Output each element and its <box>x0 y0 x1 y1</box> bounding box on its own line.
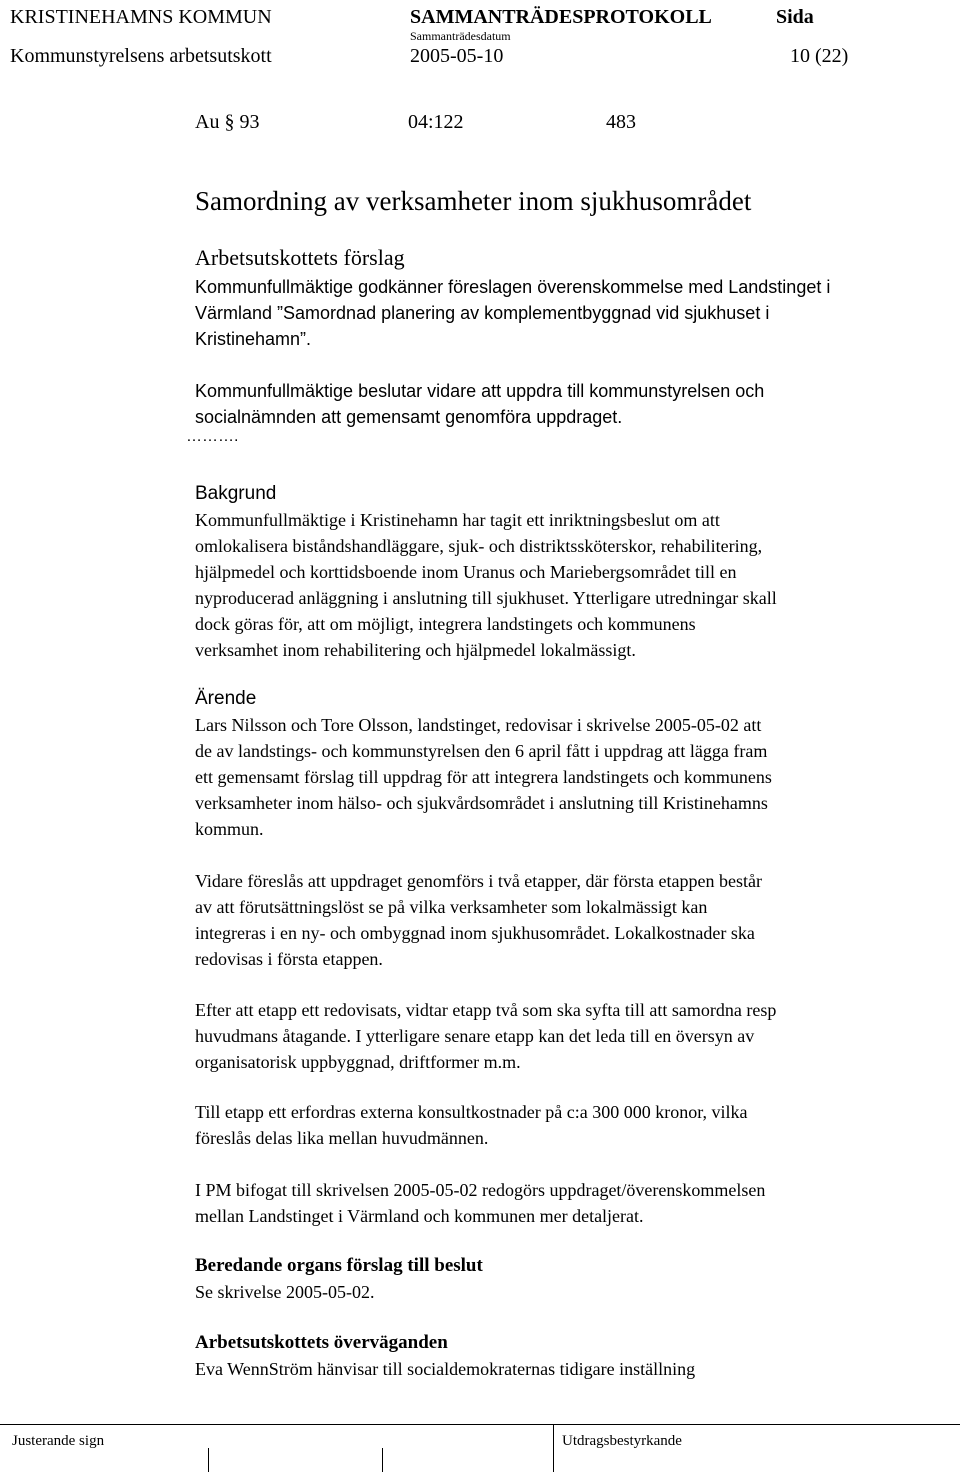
committee-name: Kommunstyrelsens arbetsutskott <box>10 45 272 67</box>
municipality-name: KRISTINEHAMNS KOMMUN <box>10 6 272 28</box>
protocol-title: SAMMANTRÄDESPROTOKOLL <box>410 6 712 28</box>
text-line: Kommunfullmäktige beslutar vidare att uppdra till kommunstyrelsen och <box>195 381 765 401</box>
justification-sign-label: Justerande sign <box>12 1433 105 1449</box>
signature-box-divider <box>208 1448 209 1472</box>
footer-divider <box>0 1424 960 1425</box>
text-line: verksamhet inom rehabilitering och hjälpmedel lokalmässigt. <box>195 640 636 660</box>
text-line: ett gemensamt förslag till uppdrag för att integrera landstingets och kommunens <box>195 767 772 787</box>
text-line: de av landstings- och kommunstyrelsen den 6 april fått i uppdrag att lägga fram <box>195 741 768 761</box>
text-line: I PM bifogat till skrivelsen 2005-05-02 redogörs uppdraget/överenskommelsen <box>195 1180 766 1200</box>
text-line: omlokalisera biståndshandläggare, sjuk- och distriktssköterskor, rehabilitering, <box>195 536 763 556</box>
text-line: verksamheter inom hälso- och sjukvårdsområdet i anslutning till Kristinehamns <box>195 793 768 813</box>
matter-paragraph-1 <box>195 712 925 842</box>
matter-heading: Ärende <box>195 688 257 709</box>
matter-paragraph-3 <box>195 997 925 1075</box>
text-line: nyproducerad anläggning i anslutning till sjukhuset. Ytterligare utredningar skall <box>195 588 777 608</box>
ellipsis-separator: ………. <box>186 428 239 445</box>
text-line: kommun. <box>195 819 264 839</box>
text-line: organisatorisk uppbyggnad, driftformer m.m. <box>195 1052 521 1072</box>
background-paragraph <box>195 507 925 663</box>
text-line: mellan Landstinget i Värmland och kommunen mer detaljerat. <box>195 1206 644 1226</box>
text-line: socialnämnden att gemensamt genomföra uppdraget. <box>195 407 623 427</box>
text-line: av att förutsättningslöst se på vilka verksamheter som lokalmässigt kan <box>195 897 708 917</box>
proposal-heading: Arbetsutskottets förslag <box>195 245 405 270</box>
text-line: integreras i en ny- och ombyggnad inom sjukhusområdet. Lokalkostnader ska <box>195 923 755 943</box>
matter-paragraph-2 <box>195 868 925 972</box>
text-line: Kommunfullmäktige godkänner föreslagen överenskommelse med Landstinget i <box>195 277 831 297</box>
preparing-text: Se skrivelse 2005-05-02. <box>195 1282 375 1302</box>
text-line: Värmland ”Samordnad planering av komplementbyggnad vid sjukhuset i <box>195 303 770 323</box>
text-line: Kommunfullmäktige i Kristinehamn har tagit ett inriktningsbeslut om att <box>195 510 720 530</box>
page-title: Samordning av verksamheter inom sjukhusområdet <box>195 186 752 216</box>
text-line: Vidare föreslås att uppdraget genomförs i två etapper, där första etappen består <box>195 871 762 891</box>
text-line: hjälpmedel och korttidsboende inom Uranus och Mariebergsområdet till en <box>195 562 737 582</box>
meeting-date: 2005-05-10 <box>410 45 504 67</box>
considerations-heading: Arbetsutskottets överväganden <box>195 1332 448 1353</box>
proposal-paragraph-1 <box>195 274 925 352</box>
text-line: dock göras för, att om möjligt, integrera landstingets och kommunens <box>195 614 696 634</box>
page-label: Sida <box>776 6 814 28</box>
text-line: huvudmans åtagande. I ytterligare senare etapp kan det leda till en översyn av <box>195 1026 755 1046</box>
signature-box-divider <box>382 1448 383 1472</box>
page-number: 10 (22) <box>790 45 849 67</box>
text-line: Till etapp ett erfordras externa konsultkostnader på c:a 300 000 kronor, vilka <box>195 1102 748 1122</box>
preparing-heading: Beredande organs förslag till beslut <box>195 1255 483 1276</box>
considerations-text: Eva WennStröm hänvisar till socialdemokraternas tidigare inställning <box>195 1359 696 1379</box>
proposal-paragraph-2 <box>195 378 925 430</box>
text-line: Lars Nilsson och Tore Olsson, landstinget, redovisar i skrivelse 2005-05-02 att <box>195 715 762 735</box>
background-heading: Bakgrund <box>195 483 277 504</box>
text-line: Efter att etapp ett redovisats, vidtar etapp två som ska syfta till att samordna resp <box>195 1000 777 1020</box>
text-line: Kristinehamn”. <box>195 329 312 349</box>
case-number: 483 <box>606 111 636 133</box>
matter-paragraph-5 <box>195 1177 925 1229</box>
text-line: redovisas i första etappen. <box>195 949 383 969</box>
diary-number: 04:122 <box>408 111 464 133</box>
date-label: Sammanträdesdatum <box>410 29 511 43</box>
matter-paragraph-4 <box>195 1099 925 1151</box>
text-line: föreslås delas lika mellan huvudmännen. <box>195 1128 489 1148</box>
extract-certification-label: Utdragsbestyrkande <box>562 1433 682 1449</box>
paragraph-ref: Au § 93 <box>195 111 260 133</box>
footer-column-divider <box>553 1424 554 1472</box>
